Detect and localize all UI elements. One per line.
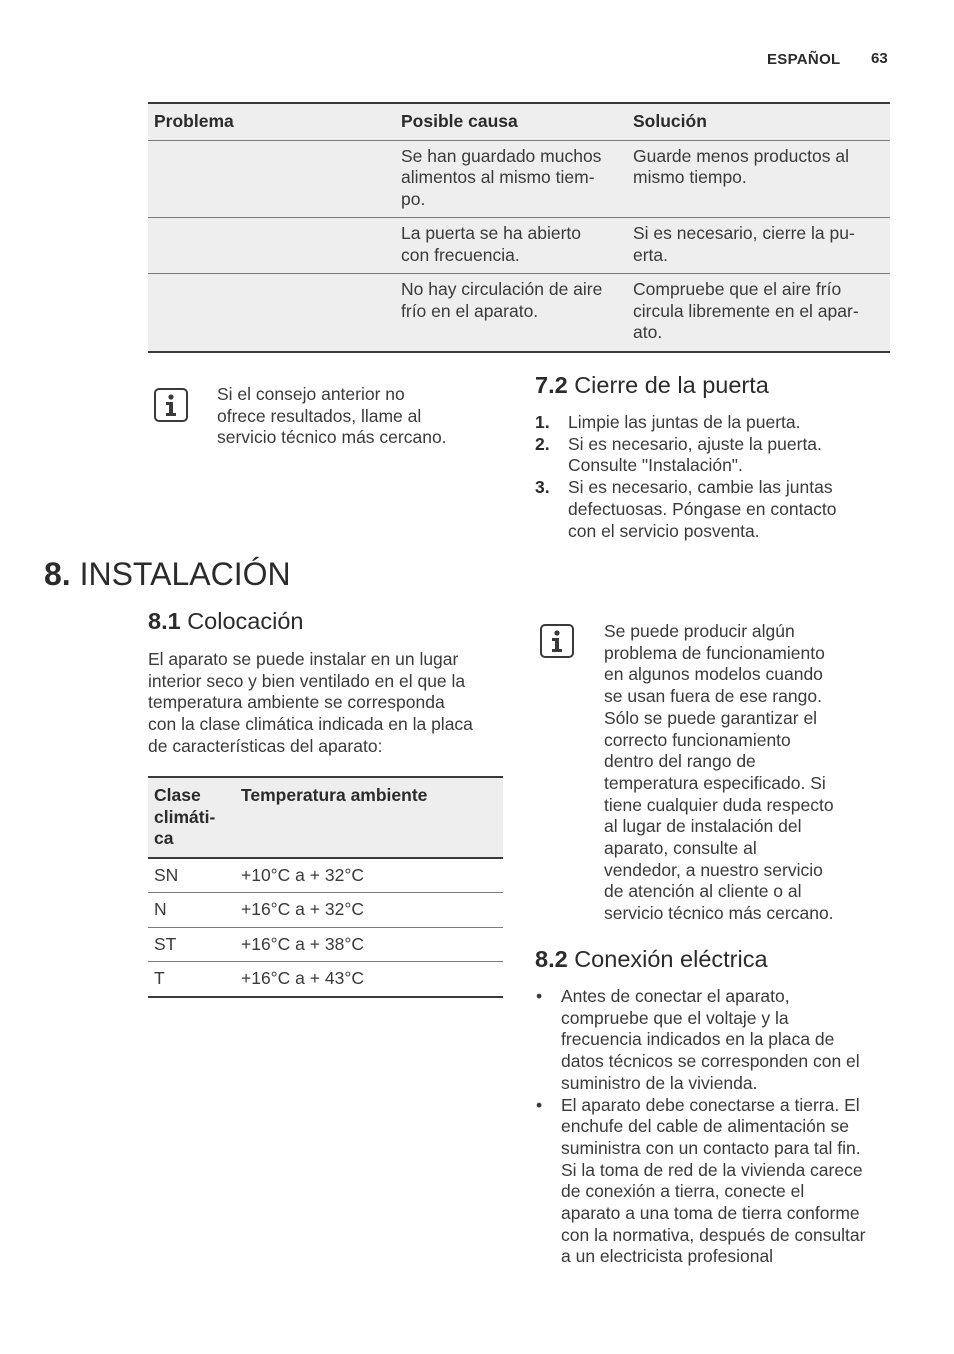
info-icon [540, 624, 574, 658]
list-item: 3. Si es necesario, cambie las juntas defectuosas. Póngase en contacto con el servicio posventa. [535, 477, 837, 541]
cell-temp: +10°C a + 32°C [241, 864, 364, 885]
col-header-temperature: Temperatura ambiente [235, 777, 503, 858]
placement-paragraph: El aparato se puede instalar en un lugar interior seco y bien ventilado en el que la temperatura ambiente se corresponda con la clase climática indicada en la placa de características del aparato: [148, 649, 473, 756]
cell-class: T [154, 968, 165, 988]
cell-cause: Se han guardado muchos alimentos al mismo tiem- po. [395, 140, 627, 218]
table-row [148, 858, 503, 893]
table-row [148, 218, 890, 274]
table-header-row [148, 777, 503, 858]
climate-class-table [148, 776, 503, 998]
table-header-row [148, 103, 890, 140]
cell-temp: +16°C a + 32°C [241, 899, 364, 919]
table-row [148, 274, 890, 352]
list-item: 2. Si es necesario, ajuste la puerta. Consulte "Instalación". [535, 433, 822, 476]
cell-cause: La puerta se ha abierto con frecuencia. [395, 218, 627, 274]
list-item: • Antes de conectar el aparato, compruebe que el voltaje y la frecuencia indicados en la placa de datos técnicos se corresponden con el suministro de la vivienda. [534, 986, 909, 1095]
cell-solution: Si es necesario, cierre la pu- erta. [627, 218, 890, 274]
table-row [148, 893, 503, 928]
table-row [148, 962, 503, 997]
info-icon [154, 388, 188, 422]
chapter-heading: 8. INSTALACIÓN [44, 556, 291, 592]
door-steps-list [535, 412, 905, 542]
cell-class: ST [154, 933, 177, 954]
page-number: 63 [871, 50, 888, 67]
section-heading-8-2: 8.2 Conexión eléctrica [535, 946, 768, 972]
cell-solution: Guarde menos productos al mismo tiempo. [627, 140, 890, 218]
cell-temp: +16°C a + 43°C [241, 968, 364, 988]
list-item: 1. Limpie las juntas de la puerta. [535, 412, 801, 432]
col-header-class: Clase climáti- ca [148, 777, 235, 858]
cell-class: SN [154, 864, 179, 885]
troubleshooting-table [148, 102, 890, 353]
cell-problem [148, 218, 395, 274]
cell-solution: Compruebe que el aire frío circula libremente en el apar- ato. [627, 274, 890, 352]
col-header-solution: Solución [627, 103, 890, 140]
cell-cause: No hay circulación de aire frío en el aparato. [395, 274, 627, 352]
table-row [148, 140, 890, 218]
electrical-bullets-list [534, 986, 909, 1268]
col-header-problem: Problema [148, 103, 395, 140]
list-item: • El aparato debe conectarse a tierra. El enchufe del cable de alimentación se suministra con un contacto para tal fin. Si la toma de red de la vivienda carece de conexión a tierra, conecte el aparato a una toma de tierra conforme con la normativa, después de consultar a un electricista profesional [534, 1095, 909, 1269]
cell-class: N [154, 899, 167, 919]
cell-problem [148, 274, 395, 352]
info-note: Si el consejo anterior no ofrece resultados, llame al servicio técnico más cercano. [217, 384, 447, 448]
col-header-cause: Posible causa [395, 103, 627, 140]
cell-temp: +16°C a + 38°C [241, 933, 364, 954]
header-language: ESPAÑOL [767, 51, 841, 68]
table-row [148, 927, 503, 962]
info-note: Se puede producir algún problema de funcionamiento en algunos modelos cuando se usan fuera de ese rango. Sólo se puede garantizar el correcto funcionamiento dentro del rango de temperatura especificado. Si tiene cualquier duda respecto al lugar de instalación del aparato, consulte al vendedor, a nuestro servicio de atención al cliente o al servicio técnico más cercano. [604, 621, 834, 924]
section-heading-8-1: 8.1 Colocación [148, 608, 304, 634]
cell-problem [148, 140, 395, 218]
section-heading-7-2: 7.2 Cierre de la puerta [535, 372, 769, 398]
